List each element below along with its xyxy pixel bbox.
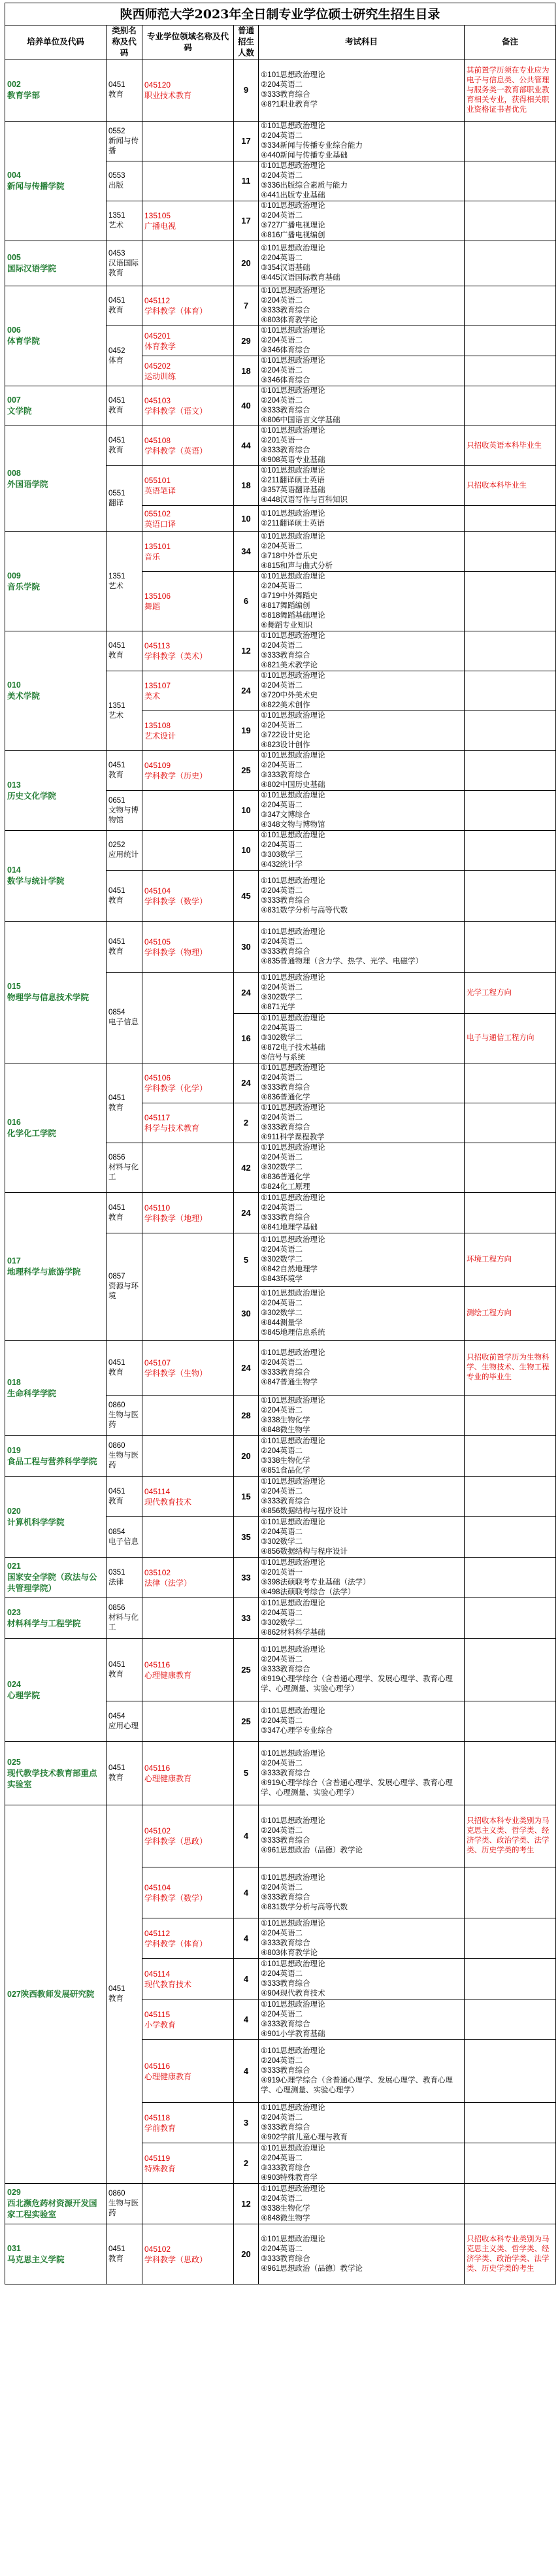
exam-cell: ①101思想政治理论 ②204英语二 ③303数学三 ④432统计学 [259, 831, 465, 871]
note-cell: 测绘工程方向 [465, 1287, 556, 1341]
header-enrollment: 普通招生人数 [234, 25, 259, 59]
page-title: 陕西师范大学2023年全日制专业学位硕士研究生招生目录 [5, 3, 555, 25]
note-cell [465, 2184, 556, 2224]
exam-cell: ①101思想政治理论 ②204英语二 ③333教育综合 ④903特殊教育学 [259, 2143, 465, 2184]
enrollment-cell: 19 [234, 711, 259, 751]
note-cell [465, 1143, 556, 1193]
unit-cell: 017 地理科学与旅游学院 [5, 1193, 107, 1341]
exam-cell: ①101思想政治理论 ②204英语二 ③333教育综合 ④961思想政治（品德）教学论 [259, 1805, 465, 1867]
note-cell [465, 326, 556, 356]
unit-cell: 005 国际汉语学院 [5, 241, 107, 286]
enrollment-cell: 20 [234, 1436, 259, 1477]
unit-cell: 013 历史文化学院 [5, 751, 107, 831]
note-cell: 只招收本科专业类别为马克思主义类、哲学类、经济学类、政治学类、法学类、历史学类的考生 [465, 1805, 556, 1867]
note-cell [465, 1558, 556, 1598]
category-cell: 0451 教育 [107, 871, 142, 922]
field-cell: 045113 学科教学（美术） [142, 631, 234, 671]
enrollment-cell: 10 [234, 791, 259, 831]
category-cell: 1351 艺术 [107, 201, 142, 241]
unit-cell: 025 现代教学技术教育部重点实验室 [5, 1742, 107, 1805]
header-notes: 备注 [465, 25, 556, 59]
enrollment-cell: 42 [234, 1143, 259, 1193]
enrollment-cell: 12 [234, 631, 259, 671]
table-row [5, 241, 556, 286]
table-row [5, 1558, 556, 1598]
field-cell: 045114 现代教育技术 [142, 1959, 234, 1999]
field-cell: 055102 英语口译 [142, 506, 234, 532]
table-row [5, 1436, 556, 1477]
catalog-page [5, 3, 555, 2284]
table-row [5, 1598, 556, 1639]
exam-cell: ①101思想政治理论 ②204英语二 ③333教育综合 ④821美术教学论 [259, 631, 465, 671]
table-row [5, 631, 556, 671]
field-cell: 135105 广播电视 [142, 201, 234, 241]
field-cell: 045116 心理健康教育 [142, 1742, 234, 1805]
category-cell: 0451 教育 [107, 631, 142, 671]
exam-cell: ①101思想政治理论 ②204英语二 ③333教育综合 ④856数据结构与程序设计 [259, 1477, 465, 1517]
exam-cell: ①101思想政治理论 ②204英语二 ③302数学二 ④862材料科学基础 [259, 1598, 465, 1639]
note-cell [465, 1103, 556, 1143]
category-cell: 0451 教育 [107, 1193, 142, 1233]
table-row [5, 1341, 556, 1396]
category-cell: 0856 材料与化工 [107, 1598, 142, 1639]
note-cell [465, 161, 556, 201]
category-cell: 0553 出版 [107, 161, 142, 201]
exam-cell: ①101思想政治理论 ②204英语二 ③333教育综合 ④904现代教育技术 [259, 1959, 465, 1999]
table-row [5, 1477, 556, 1517]
unit-cell: 008 外国语学院 [5, 426, 107, 532]
enrollment-cell: 35 [234, 1517, 259, 1558]
category-cell: 1351 艺术 [107, 532, 142, 631]
header-category: 类别名称及代码 [107, 25, 142, 59]
field-cell [142, 1701, 234, 1742]
field-cell: 045112 学科教学（体育） [142, 286, 234, 326]
note-cell: 只招收英语本科毕业生 [465, 426, 556, 466]
exam-cell: ①101思想政治理论 ②204英语二 ③333教育综合 ④803体育教学论 [259, 1918, 465, 1959]
category-cell: 0860 生物与医药 [107, 2184, 142, 2224]
field-cell [142, 161, 234, 201]
header-row [5, 25, 556, 59]
note-cell [465, 1436, 556, 1477]
category-cell: 0451 教育 [107, 1063, 142, 1143]
field-cell: 045118 学前教育 [142, 2103, 234, 2143]
category-cell: 1351 艺术 [107, 671, 142, 751]
note-cell [465, 1193, 556, 1233]
category-cell: 0451 教育 [107, 1639, 142, 1701]
note-cell [465, 122, 556, 161]
enrollment-cell: 45 [234, 871, 259, 922]
enrollment-cell: 25 [234, 1639, 259, 1701]
field-cell: 045112 学科教学（体育） [142, 1918, 234, 1959]
category-cell: 0453 汉语国际教育 [107, 241, 142, 286]
enrollment-cell: 20 [234, 2224, 259, 2284]
note-cell [465, 1867, 556, 1918]
table-row [5, 2184, 556, 2224]
exam-cell: ①101思想政治理论 ②204英语二 ③720中外美术史 ④822美术创作 [259, 671, 465, 711]
table-row [5, 532, 556, 572]
field-cell: 045108 学科教学（英语） [142, 426, 234, 466]
field-cell: 055101 英语笔译 [142, 466, 234, 506]
unit-cell: 002 教育学部 [5, 59, 107, 122]
enrollment-cell: 5 [234, 1233, 259, 1287]
table-row [5, 751, 556, 791]
note-cell [465, 241, 556, 286]
field-cell: 045107 学科教学（生物） [142, 1341, 234, 1396]
exam-cell: ①101思想政治理论 ②211翻译硕士英语 ③357英语翻译基础 ④448汉语写作与百科知识 [259, 466, 465, 506]
exam-cell: ①101思想政治理论 ②204英语二 ③333教育综合 ④919心理学综合（含普通心理学、发展心理学、教育心理学、心理测量、实验心理学） [259, 2040, 465, 2103]
enrollment-cell: 40 [234, 386, 259, 426]
category-cell: 0451 教育 [107, 922, 142, 973]
category-cell: 0451 教育 [107, 2224, 142, 2284]
category-cell: 0452 体育 [107, 326, 142, 386]
field-cell: 045202 运动训练 [142, 356, 234, 386]
exam-cell: ①101思想政治理论 ②204英语二 ③333教育综合 ④836普通化学 [259, 1063, 465, 1103]
field-cell: 045114 现代教育技术 [142, 1477, 234, 1517]
field-cell [142, 973, 234, 1063]
enrollment-cell: 5 [234, 1742, 259, 1805]
exam-cell: ①101思想政治理论 ②204英语二 ③333教育综合 ④847普通生物学 [259, 1341, 465, 1396]
enrollment-cell: 3 [234, 2103, 259, 2143]
field-cell: 045116 心理健康教育 [142, 2040, 234, 2103]
enrollment-cell: 29 [234, 326, 259, 356]
field-cell: 045120 职业技术教育 [142, 59, 234, 122]
table-row [5, 426, 556, 466]
enrollment-cell: 4 [234, 1959, 259, 1999]
enrollment-cell: 10 [234, 831, 259, 871]
enrollment-cell: 17 [234, 122, 259, 161]
field-cell: 045116 心理健康教育 [142, 1639, 234, 1701]
unit-cell: 023 材料科学与工程学院 [5, 1598, 107, 1639]
enrollment-cell: 25 [234, 1701, 259, 1742]
exam-cell: ①101思想政治理论 ②204英语二 ③302数学二 ④871光学 [259, 973, 465, 1014]
field-cell: 135107 美术 [142, 671, 234, 711]
category-cell: 0451 教育 [107, 59, 142, 122]
unit-cell: 029 西北濒危药材资源开发国家工程实验室 [5, 2184, 107, 2224]
header-exam-subjects: 考试科目 [259, 25, 465, 59]
category-cell: 0451 教育 [107, 1742, 142, 1805]
category-cell: 0551 翻译 [107, 466, 142, 532]
unit-cell: 007 文学院 [5, 386, 107, 426]
field-cell: 045103 学科教学（语文） [142, 386, 234, 426]
field-cell [142, 241, 234, 286]
exam-cell: ①101思想政治理论 ②204英语二 ③727广播电视理论 ④816广播电视编创 [259, 201, 465, 241]
table-row [5, 1805, 556, 1867]
exam-cell: ①101思想政治理论 ②204英语二 ③722设计史论 ④823设计创作 [259, 711, 465, 751]
field-cell [142, 791, 234, 831]
field-cell: 045102 学科教学（思政） [142, 1805, 234, 1867]
field-cell [142, 1598, 234, 1639]
note-cell [465, 922, 556, 973]
unit-cell: 021 国家安全学院（政法与公共管理学院） [5, 1558, 107, 1598]
note-cell [465, 2143, 556, 2184]
note-cell [465, 631, 556, 671]
note-cell: 只招收本科毕业生 [465, 466, 556, 506]
enrollment-cell: 18 [234, 356, 259, 386]
note-cell [465, 751, 556, 791]
field-cell: 045104 学科教学（数学） [142, 871, 234, 922]
field-cell: 135101 音乐 [142, 532, 234, 572]
exam-cell: ①101思想政治理论 ②204英语二 ③338生物化学 ④848微生物学 [259, 2184, 465, 2224]
unit-cell: 031 马克思主义学院 [5, 2224, 107, 2284]
category-cell: 0351 法律 [107, 1558, 142, 1598]
note-cell [465, 2040, 556, 2103]
enrollment-cell: 30 [234, 1287, 259, 1341]
enrollment-cell: 34 [234, 532, 259, 572]
enrollment-cell: 15 [234, 1477, 259, 1517]
unit-cell: 009 音乐学院 [5, 532, 107, 631]
note-cell [465, 1517, 556, 1558]
field-cell: 035102 法律（法学） [142, 1558, 234, 1598]
enrollment-cell: 4 [234, 1805, 259, 1867]
enrollment-cell: 33 [234, 1598, 259, 1639]
note-cell [465, 831, 556, 871]
field-cell [142, 831, 234, 871]
note-cell [465, 1999, 556, 2040]
exam-cell: ①101思想政治理论 ②204英语二 ③333教育综合 ④802中国历史基础 [259, 751, 465, 791]
category-cell: 0451 教育 [107, 1477, 142, 1517]
exam-cell: ①101思想政治理论 ②204英语二 ③338生物化学 ④851食品化学 [259, 1436, 465, 1477]
note-cell [465, 506, 556, 532]
enrollment-cell: 2 [234, 2143, 259, 2184]
enrollment-cell: 2 [234, 1103, 259, 1143]
unit-cell: 019 食品工程与营养科学学院 [5, 1436, 107, 1477]
table-row [5, 922, 556, 973]
note-cell [465, 711, 556, 751]
note-cell [465, 2103, 556, 2143]
note-cell: 电子与通信工程方向 [465, 1014, 556, 1063]
exam-cell: ①101思想政治理论 ②211翻译硕士英语 [259, 506, 465, 532]
header-field: 专业学位领域名称及代码 [142, 25, 234, 59]
exam-cell: ①101思想政治理论 ②201英语一 ③398法硕联考专业基础（法学） ④498法硕联考综合（法学） [259, 1558, 465, 1598]
category-cell: 0854 电子信息 [107, 973, 142, 1063]
note-cell [465, 201, 556, 241]
exam-cell: ①101思想政治理论 ②204英语二 ③302数学二 ④856数据结构与程序设计 [259, 1517, 465, 1558]
enrollment-cell: 10 [234, 506, 259, 532]
unit-cell: 024 心理学院 [5, 1639, 107, 1742]
field-cell: 045115 小学教育 [142, 1999, 234, 2040]
exam-cell: ①101思想政治理论 ②204英语二 ③302数学二 ④842自然地理学 ⑤843环境学 [259, 1233, 465, 1287]
catalog-body [5, 59, 556, 2284]
table-row [5, 831, 556, 871]
table-row [5, 1063, 556, 1103]
note-cell [465, 1742, 556, 1805]
exam-cell: ①101思想政治理论 ②204英语二 ③333教育综合 ④835普通物理（含力学、热学、光学、电磁学） [259, 922, 465, 973]
table-row [5, 386, 556, 426]
note-cell: 环境工程方向 [465, 1233, 556, 1287]
category-cell: 0451 教育 [107, 1341, 142, 1396]
exam-cell: ①101思想政治理论 ②204英语二 ③338生物化学 ④848微生物学 [259, 1396, 465, 1436]
field-cell [142, 1396, 234, 1436]
enrollment-cell: 17 [234, 201, 259, 241]
exam-cell: ①101思想政治理论 ②204英语二 ③346体育综合 [259, 326, 465, 356]
category-cell: 0854 电子信息 [107, 1517, 142, 1558]
note-cell [465, 1918, 556, 1959]
exam-cell: ①101思想政治理论 ②204英语二 ③333教育综合 ④902学前儿童心理与教育 [259, 2103, 465, 2143]
field-cell: 135106 舞蹈 [142, 572, 234, 631]
note-cell [465, 356, 556, 386]
enrollment-cell: 4 [234, 2040, 259, 2103]
table-row [5, 1193, 556, 1233]
field-cell [142, 2184, 234, 2224]
exam-cell: ①101思想政治理论 ②204英语二 ③334新闻与传播专业综合能力 ④440新闻与传播专业基础 [259, 122, 465, 161]
exam-cell: ①101思想政治理论 ②204英语二 ③302数学二 ④844测量学 ⑤845地理信息系统 [259, 1287, 465, 1341]
catalog-table [5, 25, 556, 2284]
exam-cell: ①101思想政治理论 ②204英语二 ③302数学二 ④836普通化学 ⑤824化工原理 [259, 1143, 465, 1193]
enrollment-cell: 18 [234, 466, 259, 506]
category-cell: 0857 资源与环境 [107, 1233, 142, 1341]
unit-cell: 004 新闻与传播学院 [5, 122, 107, 241]
note-cell [465, 1639, 556, 1701]
field-cell: 045109 学科教学（历史） [142, 751, 234, 791]
exam-cell: ①101思想政治理论 ②204英语二 ③333教育综合 ④911科学课程教学 [259, 1103, 465, 1143]
enrollment-cell: 44 [234, 426, 259, 466]
field-cell: 045104 学科教学（数学） [142, 1867, 234, 1918]
enrollment-cell: 16 [234, 1014, 259, 1063]
field-cell [142, 1143, 234, 1193]
field-cell [142, 1517, 234, 1558]
note-cell [465, 1477, 556, 1517]
category-cell: 0856 材料与化工 [107, 1143, 142, 1193]
exam-cell: ①101思想政治理论 ②204英语二 ③333教育综合 ④841地理学基础 [259, 1193, 465, 1233]
exam-cell: ①101思想政治理论 ②201英语一 ③333教育综合 ④908英语专业基础 [259, 426, 465, 466]
note-cell [465, 871, 556, 922]
exam-cell: ①101思想政治理论 ②204英语二 ③347文博综合 ④348文物与博物馆 [259, 791, 465, 831]
note-cell [465, 286, 556, 326]
field-cell [142, 1436, 234, 1477]
enrollment-cell: 9 [234, 59, 259, 122]
unit-cell: 006 体育学院 [5, 286, 107, 386]
enrollment-cell: 28 [234, 1396, 259, 1436]
enrollment-cell: 12 [234, 2184, 259, 2224]
field-cell: 045117 科学与技术教育 [142, 1103, 234, 1143]
enrollment-cell: 24 [234, 1193, 259, 1233]
enrollment-cell: 24 [234, 1341, 259, 1396]
note-cell: 其前置学历须在专业应为电子与信息类、公共管理与服务类一教育部职业教育相关专业，获得相关职业资格证书者优先 [465, 59, 556, 122]
exam-cell: ①101思想政治理论 ②204英语二 ③346体育综合 [259, 356, 465, 386]
table-row [5, 1742, 556, 1805]
note-cell [465, 532, 556, 572]
unit-cell: 014 数学与统计学院 [5, 831, 107, 922]
exam-cell: ①101思想政治理论 ②204英语二 ③333教育综合 ④831数学分析与高等代数 [259, 871, 465, 922]
note-cell: 光学工程方向 [465, 973, 556, 1014]
unit-cell: 020 计算机科学学院 [5, 1477, 107, 1558]
table-row [5, 1639, 556, 1701]
field-cell: 045106 学科教学（化学） [142, 1063, 234, 1103]
enrollment-cell: 6 [234, 572, 259, 631]
header-unit: 培养单位及代码 [5, 25, 107, 59]
note-cell [465, 572, 556, 631]
category-cell: 0860 生物与医药 [107, 1396, 142, 1436]
unit-cell: 010 美术学院 [5, 631, 107, 751]
exam-cell: ①101思想政治理论 ②204英语二 ③302数学二 ④872电子技术基础 ⑤信号与系统 [259, 1014, 465, 1063]
exam-cell: ①101思想政治理论 ②204英语二 ③333教育综合 ④806中国语言文学基础 [259, 386, 465, 426]
category-cell: 0451 教育 [107, 751, 142, 791]
unit-cell: 018 生命科学学院 [5, 1341, 107, 1436]
category-cell: 0451 教育 [107, 386, 142, 426]
field-cell: 045110 学科教学（地理） [142, 1193, 234, 1233]
enrollment-cell: 11 [234, 161, 259, 201]
note-cell [465, 386, 556, 426]
exam-cell: ①101思想政治理论 ②204英语二 ③333教育综合 ④8?1职业教育学 [259, 59, 465, 122]
category-cell: 0252 应用统计 [107, 831, 142, 871]
category-cell: 0454 应用心理 [107, 1701, 142, 1742]
note-cell [465, 1701, 556, 1742]
exam-cell: ①101思想政治理论 ②204英语二 ③718中外音乐史 ④815和声与曲式分析 [259, 532, 465, 572]
note-cell [465, 1598, 556, 1639]
enrollment-cell: 33 [234, 1558, 259, 1598]
exam-cell: ①101思想政治理论 ②204英语二 ③333教育综合 ④961思想政治（品德）教学论 [259, 2224, 465, 2284]
enrollment-cell: 4 [234, 1999, 259, 2040]
note-cell [465, 1959, 556, 1999]
category-cell: 0451 教育 [107, 1805, 142, 2184]
note-cell: 只招收前置学历为生物科学、生物技术、生物工程专业的毕业生 [465, 1341, 556, 1396]
note-cell: 只招收本科专业类别为马克思主义类、哲学类、经济学类、政治学类、法学类、历史学类的考生 [465, 2224, 556, 2284]
enrollment-cell: 4 [234, 1867, 259, 1918]
unit-cell: 027陕西教师发展研究院 [5, 1805, 107, 2184]
enrollment-cell: 20 [234, 241, 259, 286]
enrollment-cell: 24 [234, 1063, 259, 1103]
exam-cell: ①101思想政治理论 ②204英语二 ③347心理学专业综合 [259, 1701, 465, 1742]
exam-cell: ①101思想政治理论 ②204英语二 ③354汉语基础 ④445汉语国际教育基础 [259, 241, 465, 286]
field-cell: 045201 体育教学 [142, 326, 234, 356]
table-row [5, 59, 556, 122]
enrollment-cell: 7 [234, 286, 259, 326]
enrollment-cell: 30 [234, 922, 259, 973]
field-cell: 135108 艺术设计 [142, 711, 234, 751]
exam-cell: ①101思想政治理论 ②204英语二 ③333教育综合 ④919心理学综合（含普通心理学、发展心理学、教育心理学、心理测量、实验心理学） [259, 1742, 465, 1805]
field-cell: 045119 特殊教育 [142, 2143, 234, 2184]
table-row [5, 122, 556, 161]
category-cell: 0451 教育 [107, 286, 142, 326]
field-cell: 045102 学科教学（思政） [142, 2224, 234, 2284]
category-cell: 0651 文物与博物馆 [107, 791, 142, 831]
note-cell [465, 1063, 556, 1103]
enrollment-cell: 24 [234, 671, 259, 711]
exam-cell: ①101思想政治理论 ②204英语二 ③333教育综合 ④919心理学综合（含普通心理学、发展心理学、教育心理学、心理测量、实验心理学） [259, 1639, 465, 1701]
enrollment-cell: 24 [234, 973, 259, 1014]
exam-cell: ①101思想政治理论 ②204英语二 ③333教育综合 ④901小学教育基础 [259, 1999, 465, 2040]
table-row [5, 286, 556, 326]
unit-cell: 015 物理学与信息技术学院 [5, 922, 107, 1063]
field-cell [142, 122, 234, 161]
note-cell [465, 791, 556, 831]
exam-cell: ①101思想政治理论 ②204英语二 ③719中外舞蹈史 ④817舞蹈编创 ⑤818舞蹈基础理论 ⑥舞蹈专业知识 [259, 572, 465, 631]
exam-cell: ①101思想政治理论 ②204英语二 ③336出版综合素质与能力 ④441出版专业基础 [259, 161, 465, 201]
category-cell: 0860 生物与医药 [107, 1436, 142, 1477]
category-cell: 0552 新闻与传播 [107, 122, 142, 161]
category-cell: 0451 教育 [107, 426, 142, 466]
exam-cell: ①101思想政治理论 ②204英语二 ③333教育综合 ④803体育教学论 [259, 286, 465, 326]
field-cell: 045105 学科教学（物理） [142, 922, 234, 973]
note-cell [465, 671, 556, 711]
note-cell [465, 1396, 556, 1436]
exam-cell: ①101思想政治理论 ②204英语二 ③333教育综合 ④831数学分析与高等代数 [259, 1867, 465, 1918]
enrollment-cell: 25 [234, 751, 259, 791]
unit-cell: 016 化学化工学院 [5, 1063, 107, 1193]
field-cell [142, 1233, 234, 1341]
table-row [5, 2224, 556, 2284]
enrollment-cell: 4 [234, 1918, 259, 1959]
